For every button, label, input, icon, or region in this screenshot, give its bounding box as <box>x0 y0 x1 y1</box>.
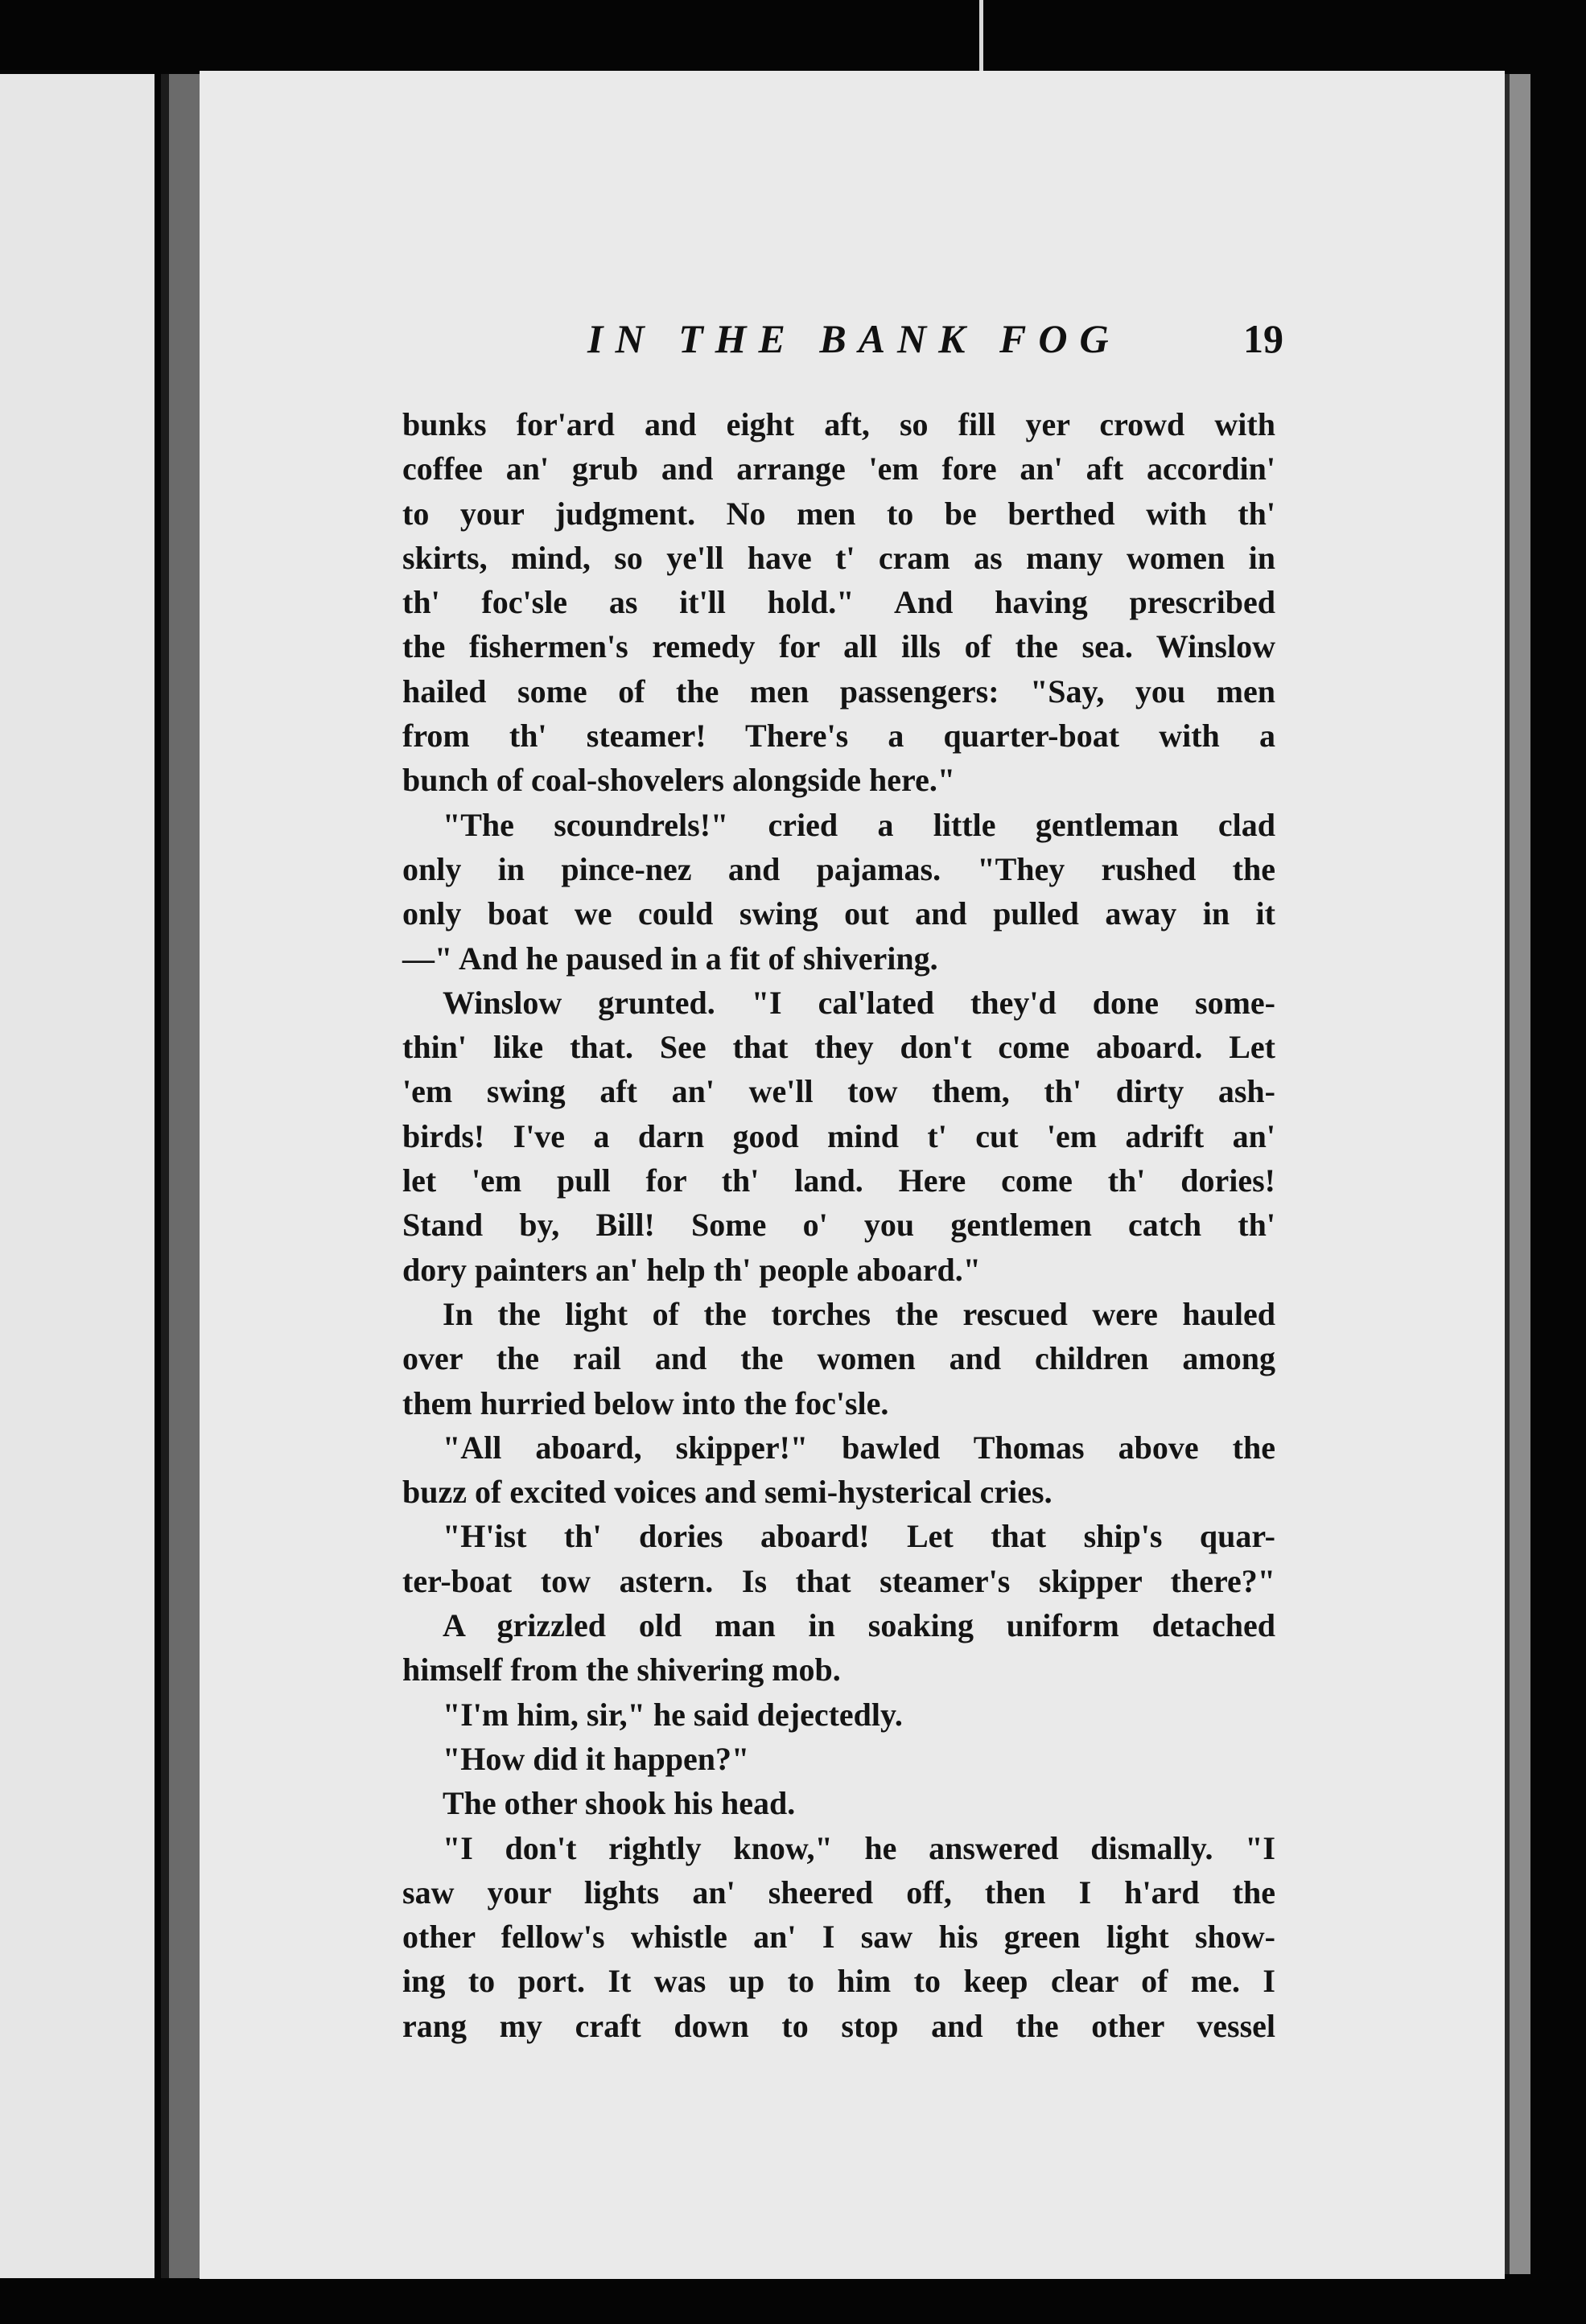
text-line: coffee an' grub and arrange 'em fore an' aft accordin' <box>402 450 1275 487</box>
text-line: —" And he paused in a fit of shivering. <box>402 940 938 977</box>
text-line: In the light of the torches the rescued were hauled <box>443 1295 1275 1332</box>
text-line: rang my craft down to stop and the other vessel <box>402 2007 1275 2044</box>
text-line: "I'm him, sir," he said dejectedly. <box>443 1696 903 1733</box>
body-text <box>402 402 1275 2048</box>
text-line: thin' like that. See that they don't come aboard. Let <box>402 1029 1275 1066</box>
text-line: Stand by, Bill! Some o' you gentlemen catch th' <box>402 1207 1275 1244</box>
text-line: only in pince-nez and pajamas. "They rushed the <box>402 850 1275 887</box>
text-line: let 'em pull for th' land. Here come th' dories! <box>402 1162 1275 1199</box>
text-line: The other shook his head. <box>443 1785 796 1822</box>
text-line: 'em swing aft an' we'll tow them, th' dirty ash- <box>402 1073 1275 1110</box>
text-line: A grizzled old man in soaking uniform detached <box>443 1607 1275 1644</box>
text-line: "How did it happen?" <box>443 1740 750 1777</box>
facing-page-edge <box>0 74 154 2278</box>
running-title: IN THE BANK FOG <box>587 316 1121 361</box>
text-line: to your judgment. No men to be berthed with th' <box>402 495 1275 532</box>
text-line: birds! I've a darn good mind t' cut 'em adrift an' <box>402 1117 1275 1154</box>
text-line: over the rail and the women and children among <box>402 1340 1275 1377</box>
text-line: ing to port. It was up to him to keep clear of me. I <box>402 1963 1275 2000</box>
text-line: dory painters an' help th' people aboard." <box>402 1251 981 1288</box>
page-number: 19 <box>1243 316 1283 361</box>
text-line: saw your lights an' sheered off, then I h'ard the <box>402 1874 1275 1911</box>
text-line: the fishermen's remedy for all ills of the sea. Winslow <box>402 628 1275 665</box>
text-line: from th' steamer! There's a quarter-boat with a <box>402 718 1275 755</box>
text-line: "All aboard, skipper!" bawled Thomas above the <box>443 1429 1275 1466</box>
text-line: Winslow grunted. "I cal'lated they'd done some- <box>443 984 1275 1021</box>
text-line: bunks for'ard and eight aft, so fill yer crowd with <box>402 406 1275 442</box>
text-line: buzz of excited voices and semi-hysterical cries. <box>402 1474 1053 1511</box>
text-line: them hurried below into the foc'sle. <box>402 1384 889 1421</box>
text-line: skirts, mind, so ye'll have t' cram as many women in <box>402 539 1275 576</box>
text-line: only boat we could swing out and pulled away in it <box>402 895 1275 932</box>
scan-wire <box>979 0 983 74</box>
text-line: hailed some of the men passengers: "Say, you men <box>402 673 1275 710</box>
text-line: ter-boat tow astern. Is that steamer's skipper there?" <box>402 1562 1275 1599</box>
text-line: "H'ist th' dories aboard! Let that ship's quar- <box>443 1518 1275 1555</box>
text-line: other fellow's whistle an' I saw his green light show- <box>402 1919 1275 1956</box>
text-line: "The scoundrels!" cried a little gentleman clad <box>443 806 1275 843</box>
text-line: "I don't rightly know," he answered dismally. "I <box>443 1829 1275 1866</box>
text-line: bunch of coal-shovelers alongside here." <box>402 762 956 799</box>
text-line: himself from the shivering mob. <box>402 1651 841 1688</box>
page-fore-edge <box>1505 74 1530 2274</box>
text-line: th' foc'sle as it'll hold." And having prescribed <box>402 584 1275 621</box>
